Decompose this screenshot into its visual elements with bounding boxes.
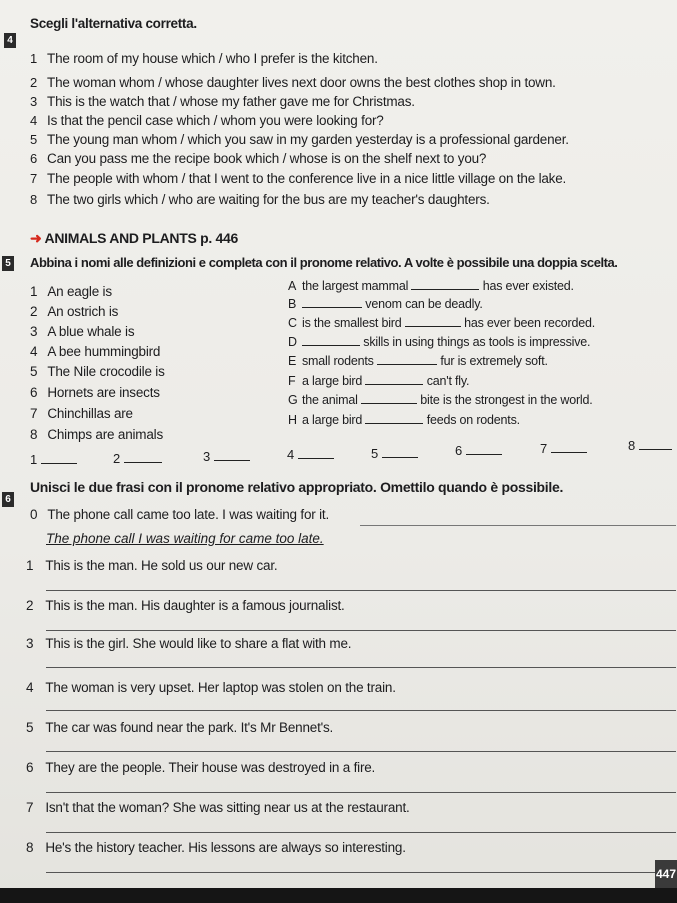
definition-b: B venom can be deadly.: [288, 297, 483, 311]
list-item: 7 Chinchillas are: [30, 406, 133, 421]
answer-blank[interactable]: [361, 393, 417, 404]
exercise-6-badge: 6: [2, 492, 14, 507]
list-item: 4 A bee hummingbird: [30, 344, 161, 359]
list-item: 2 The woman whom / whose daughter lives next door owns the best clothes shop in town.: [30, 75, 556, 90]
definition-e: E small rodents fur is extremely soft.: [288, 354, 548, 368]
example-answer: The phone call I was waiting for came too late.: [46, 531, 324, 546]
answer-slot: 1: [30, 452, 77, 467]
answer-line[interactable]: [46, 792, 676, 793]
exercise-4-title: Scegli l'alternativa corretta.: [30, 16, 197, 31]
list-item: 7 The people with whom / that I went to the conference live in a nice little village on the lake.: [30, 171, 567, 186]
exercise-4-badge: 4: [4, 33, 16, 48]
answer-slot: 7: [540, 441, 587, 456]
example-prompt: 0 The phone call came too late. I was waiting for it.: [30, 507, 330, 522]
answer-blank[interactable]: [302, 297, 362, 308]
list-item: 6 They are the people. Their house was destroyed in a fire.: [26, 760, 376, 775]
definition-f: F a large bird can't fly.: [288, 374, 470, 388]
answer-blank[interactable]: [639, 439, 672, 450]
page-edge-shadow: [0, 888, 677, 903]
list-item: 1 An eagle is: [30, 284, 112, 299]
page-number: 447: [655, 860, 677, 888]
answer-line[interactable]: [46, 630, 676, 631]
arrow-icon: ➜: [30, 230, 42, 246]
answer-blank[interactable]: [466, 444, 502, 455]
list-item: 8 He's the history teacher. His lessons are always so interesting.: [26, 840, 406, 855]
exercise-5-badge: 5: [2, 256, 14, 271]
answer-blank[interactable]: [411, 279, 479, 290]
answer-slot: 8: [628, 438, 672, 453]
list-item: 4 Is that the pencil case which / whom you were looking for?: [30, 113, 384, 128]
answer-line[interactable]: [46, 751, 676, 752]
list-item: 8 Chimps are animals: [30, 427, 164, 442]
list-item: 4 The woman is very upset. Her laptop was stolen on the train.: [26, 680, 396, 695]
answer-blank[interactable]: [41, 453, 77, 464]
answer-blank[interactable]: [551, 442, 587, 453]
list-item: 7 Isn't that the woman? She was sitting near us at the restaurant.: [26, 800, 410, 815]
list-item: 8 The two girls which / who are waiting for the bus are my teacher's daughters.: [30, 192, 490, 207]
list-item: 1 The room of my house which / who I prefer is the kitchen.: [30, 51, 378, 66]
answer-blank[interactable]: [124, 452, 162, 463]
reference-link: ➜ ANIMALS AND PLANTS p. 446: [30, 230, 238, 246]
answer-line[interactable]: [46, 832, 676, 833]
answer-blank[interactable]: [365, 413, 423, 424]
list-item: 5 The car was found near the park. It's Mr Bennet's.: [26, 720, 334, 735]
list-item: 3 A blue whale is: [30, 324, 135, 339]
answer-slot: 5: [371, 446, 418, 461]
answer-line[interactable]: [46, 710, 676, 711]
answer-line[interactable]: [46, 590, 676, 591]
answer-line[interactable]: [360, 525, 676, 526]
definition-d: D skills in using things as tools is impressive.: [288, 335, 591, 349]
exercise-5-title: Abbina i nomi alle definizioni e completa con il pronome relativo. A volte è possibile una doppia scelta.: [30, 255, 618, 270]
definition-g: G the animal bite is the strongest in the world.: [288, 393, 593, 407]
list-item: 3 This is the watch that / whose my father gave me for Christmas.: [30, 94, 415, 109]
answer-blank[interactable]: [214, 450, 250, 461]
list-item: 5 The Nile crocodile is: [30, 364, 165, 379]
list-item: 6 Hornets are insects: [30, 385, 160, 400]
definition-c: C is the smallest bird has ever been recorded.: [288, 316, 595, 330]
answer-slot: 2: [113, 451, 162, 466]
definition-h: H a large bird feeds on rodents.: [288, 413, 520, 427]
answer-line[interactable]: [46, 872, 676, 873]
answer-blank[interactable]: [382, 447, 418, 458]
answer-slot: 6: [455, 443, 502, 458]
answer-blank[interactable]: [405, 316, 461, 327]
answer-blank[interactable]: [298, 448, 334, 459]
list-item: 2 This is the man. His daughter is a famous journalist.: [26, 598, 345, 613]
answer-blank[interactable]: [365, 374, 423, 385]
list-item: 5 The young man whom / which you saw in my garden yesterday is a professional gardener.: [30, 132, 569, 147]
list-item: 2 An ostrich is: [30, 304, 119, 319]
exercise-6-title: Unisci le due frasi con il pronome relativo appropriato. Omettilo quando è possibile.: [30, 479, 564, 495]
list-item: 1 This is the man. He sold us our new car.: [26, 558, 278, 573]
answer-slot: 3: [203, 449, 250, 464]
answer-slot: 4: [287, 447, 334, 462]
list-item: 3 This is the girl. She would like to share a flat with me.: [26, 636, 352, 651]
answer-blank[interactable]: [377, 354, 437, 365]
definition-a: A the largest mammal has ever existed.: [288, 279, 574, 293]
list-item: 6 Can you pass me the recipe book which / whose is on the shelf next to you?: [30, 151, 487, 166]
answer-line[interactable]: [46, 667, 676, 668]
answer-blank[interactable]: [302, 335, 360, 346]
